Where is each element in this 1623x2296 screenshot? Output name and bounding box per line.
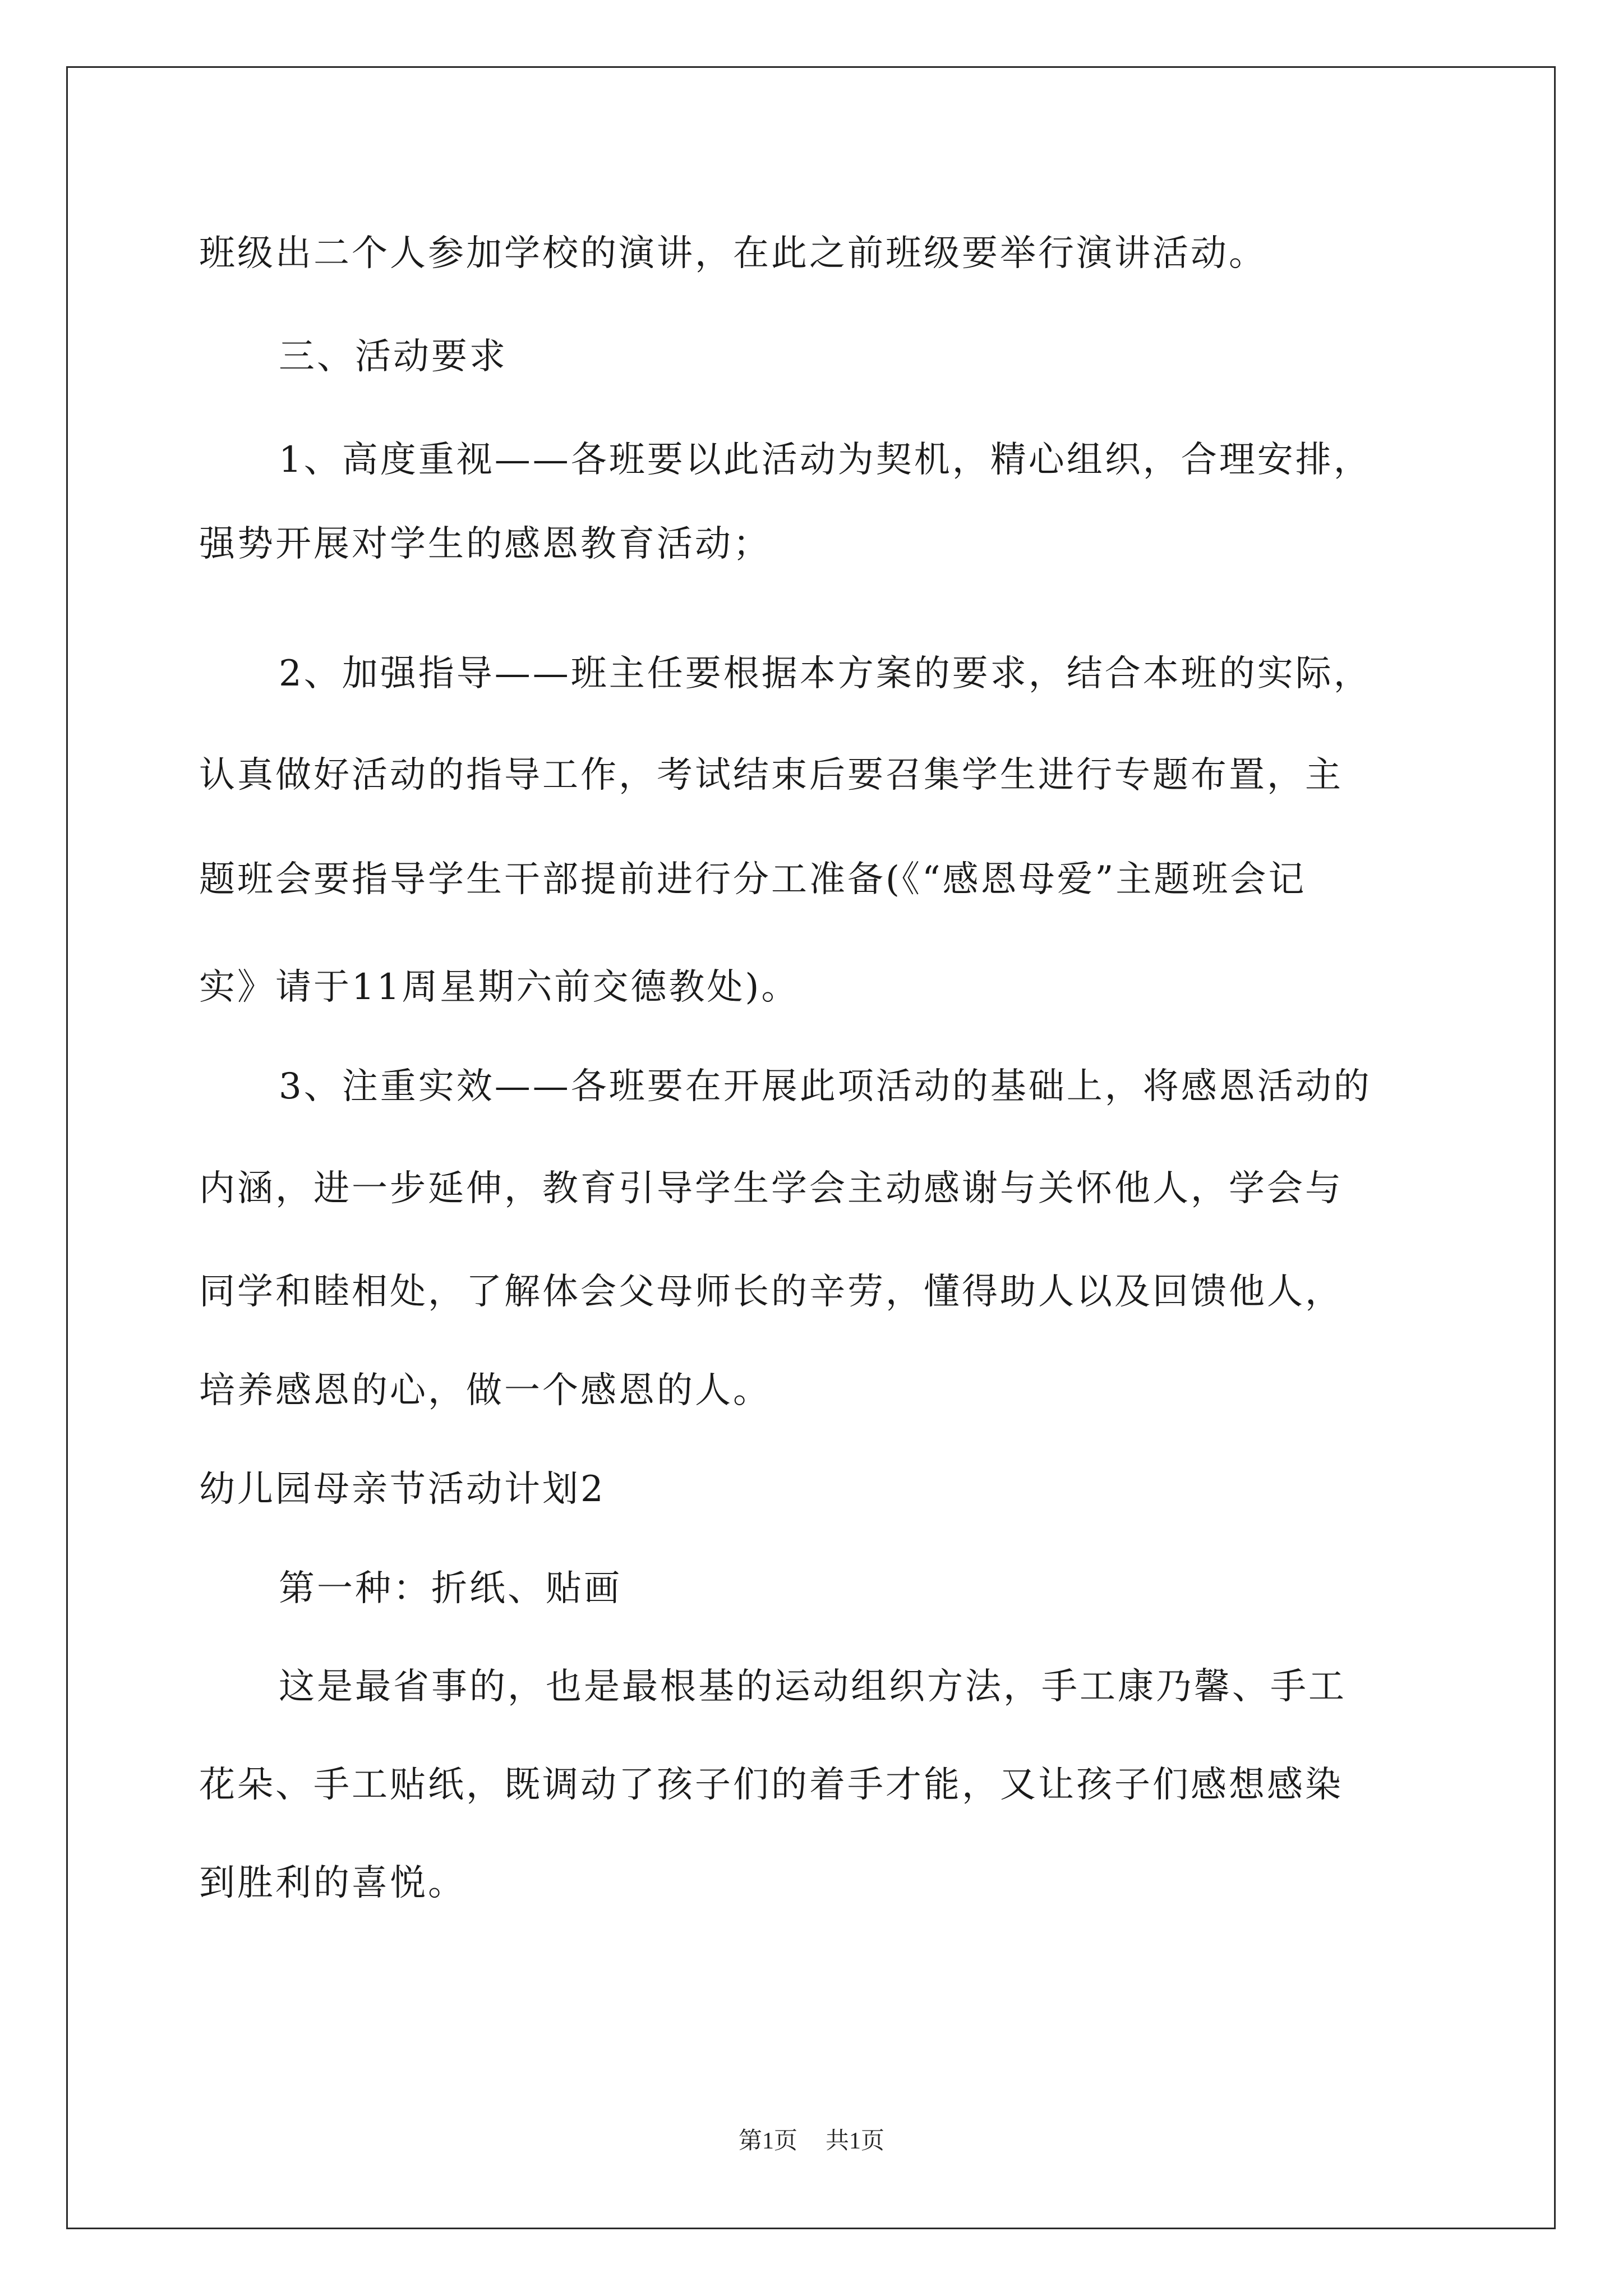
paragraph-line: 班级出二个人参加学校的演讲，在此之前班级要举行演讲活动。 (199, 233, 1267, 274)
paragraph-line: 这是最省事的，也是最根基的运动组织方法，手工康乃馨、手工 (279, 1666, 1347, 1708)
section-heading: 三、活动要求 (279, 336, 508, 378)
paragraph-line: 同学和睦相处，了解体会父母师长的辛劳，懂得助人以及回馈他人， (199, 1271, 1343, 1313)
paragraph-line: 到胜利的喜悦。 (199, 1862, 466, 1904)
paragraph-line: 强势开展对学生的感恩教育活动； (199, 523, 771, 565)
page-total: 共1页 (826, 2128, 885, 2154)
section-heading: 第一种：折纸、贴画 (279, 1568, 622, 1609)
page-number: 第1页 (738, 2128, 797, 2154)
paragraph-line: 内涵，进一步延伸，教育引导学生学会主动感谢与关怀他人，学会与 (199, 1168, 1343, 1209)
paragraph-line: 题班会要指导学生干部提前进行分工准备(《“感恩母爱”主题班会记 (199, 859, 1307, 900)
paragraph-line: 认真做好活动的指导工作，考试结束后要召集学生进行专题布置，主 (199, 754, 1343, 796)
paragraph-line: 1、高度重视——各班要以此活动为契机，精心组织，合理安排， (279, 439, 1372, 481)
paragraph-line: 花朵、手工贴纸，既调动了孩子们的着手才能，又让孩子们感想感染 (199, 1764, 1343, 1806)
paragraph-line: 实》请于11周星期六前交德教处)。 (199, 967, 800, 1008)
page-footer (0, 2129, 1623, 2153)
document-subtitle: 幼儿园母亲节活动计划2 (199, 1469, 606, 1510)
page-border (66, 66, 1556, 2229)
paragraph-line: 3、注重实效——各班要在开展此项活动的基础上，将感恩活动的 (279, 1066, 1372, 1107)
paragraph-line: 2、加强指导——班主任要根据本方案的要求，结合本班的实际， (279, 653, 1372, 694)
paragraph-line: 培养感恩的心，做一个感恩的人。 (199, 1370, 771, 1411)
